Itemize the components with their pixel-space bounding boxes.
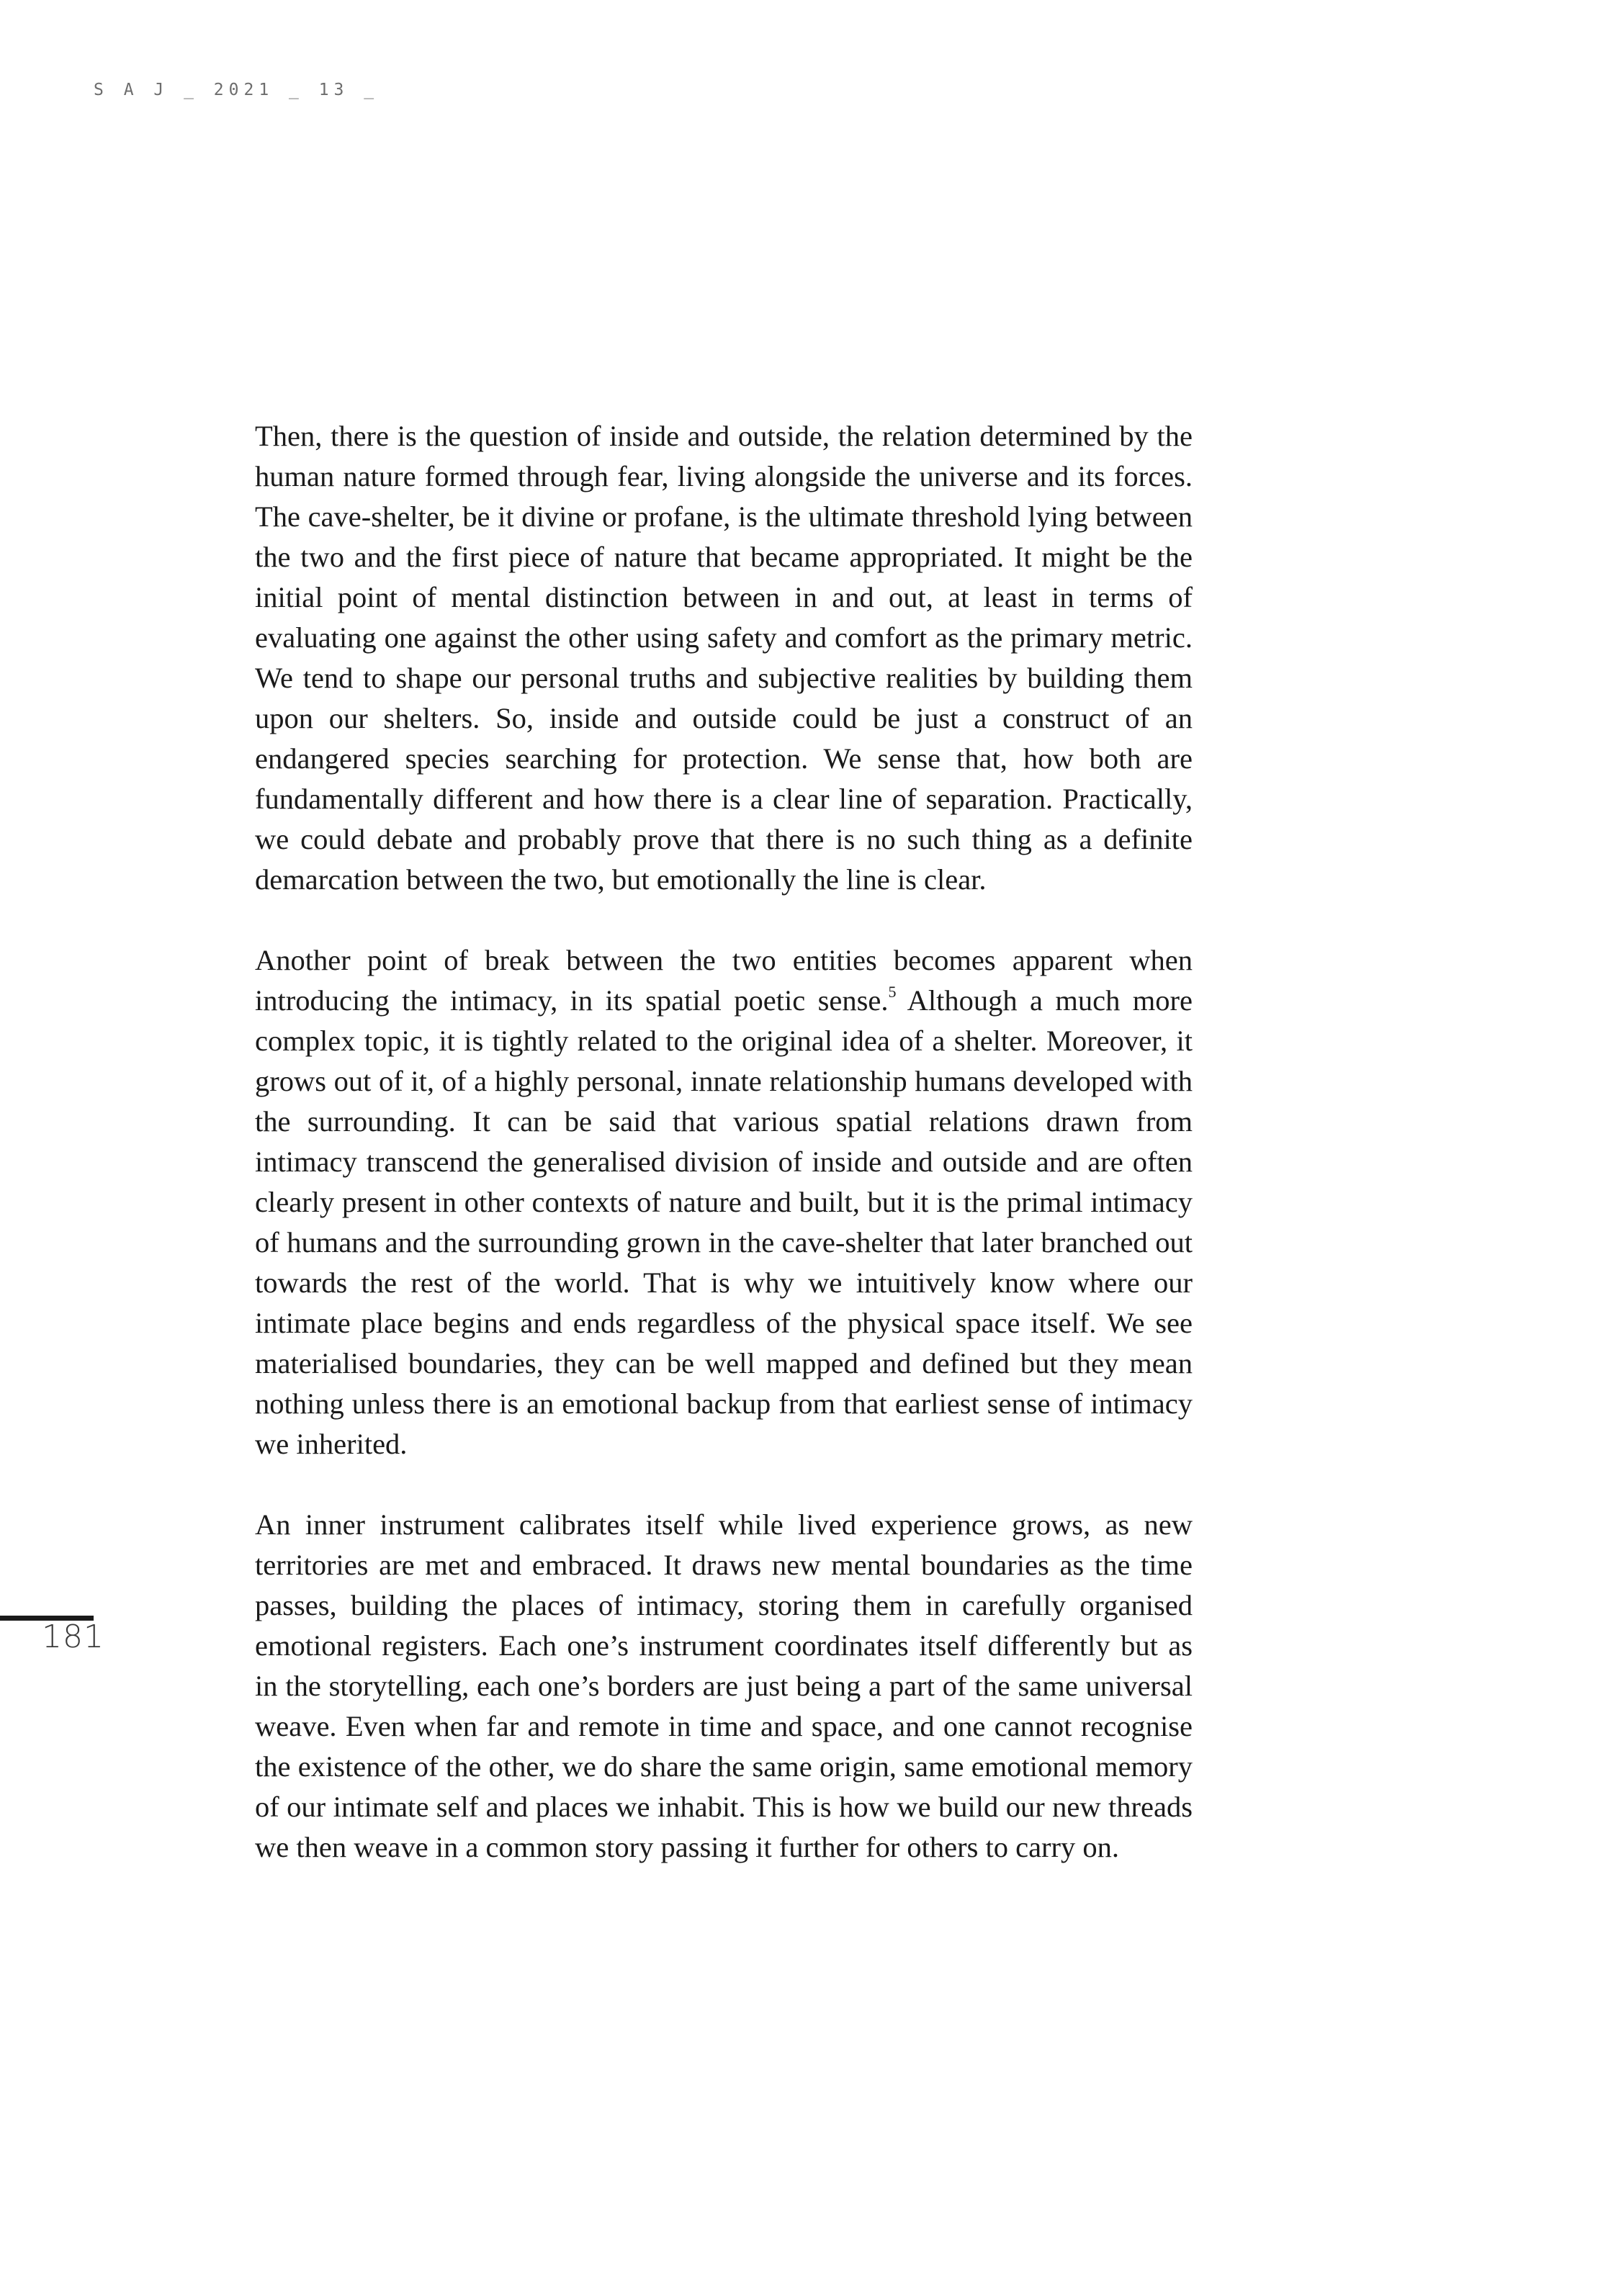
paragraph-3: An inner instrument calibrates itself while lived experience grows, as new territories are met and embraced. It draws new mental boundaries as the time passes, building the places of intimacy, storing them in carefully organised emotional registers. Each one’s instrument coordinates itself differently but as in the storytelling, each one’s borders are just being a part of the same universal weave. Even when far and remote in time and space, and one cannot recognise the existence of the other, we do share the same origin, same emotional memory of our intimate self and places we inhabit. This is how we build our new threads we then weave in a common story passing it further for others to carry on.	[255, 1508, 1193, 1863]
running-head: S A J _ 2021 _ 13 _	[94, 81, 380, 99]
paragraph-2-text-b: Although a much more complex topic, it is tightly related to the original idea of a shelter. Moreover, it grows out of it, of a highly personal, innate relationship humans developed with the surrounding. It can be said that various spatial relations drawn from intimacy transcend the generalised division of inside and outside and are often clearly present in other contexts of nature and built, but it is the primal intimacy of humans and the surrounding grown in the cave-shelter that later branched out towards the rest of the world. That is why we intuitively know where our intimate place begins and ends regardless of the physical space itself. We see materialised boundaries, they can be well mapped and defined but they mean nothing unless there is an emotional backup from that earliest sense of intimacy we inherited.	[255, 984, 1193, 1460]
article-body	[255, 416, 1193, 1908]
page-number: 181	[42, 1619, 104, 1655]
paragraph-2	[255, 940, 1193, 1464]
paragraph-2-text-a: Another point of break between the two entities becomes apparent when introducing the intimacy, in its spatial poetic sense.	[255, 944, 1193, 1017]
footnote-marker[interactable]: 5	[888, 983, 897, 1001]
paragraph-1: Then, there is the question of inside and outside, the relation determined by the human nature formed through fear, living alongside the universe and its forces. The cave-shelter, be it divine or profane, is the ultimate threshold lying between the two and the first piece of nature that became appropriated. It might be the initial point of mental distinction between in and out, at least in terms of evaluating one against the other using safety and comfort as the primary metric. We tend to shape our personal truths and subjective realities by building them upon our shelters. So, inside and outside could be just a construct of an endangered species searching for protection. We sense that, how both are fundamentally different and how there is a clear line of separation. Practically, we could debate and probably prove that there is no such thing as a definite demarcation between the two, but emotionally the line is clear.	[255, 420, 1193, 896]
